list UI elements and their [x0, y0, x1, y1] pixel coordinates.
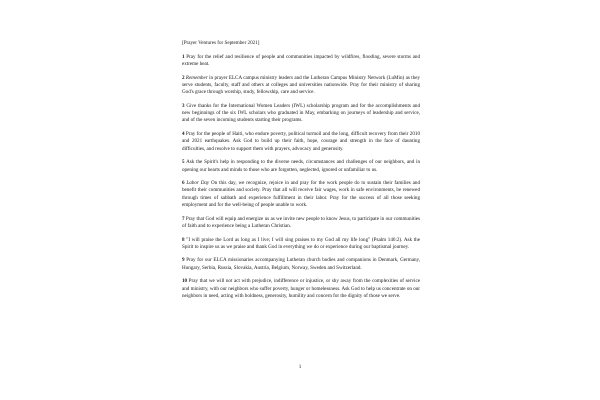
page-number: 1: [298, 364, 302, 370]
paragraph-text: Pray that we will not act with prejudice, indifference or injustice, or shy away from the complexities of service and ministry, with our neighbors who suffer poverty, hunger or homelessness. Ask God to help us concentrate on our neighbors in need, acting with boldness, generosity, humility and concern for the dignity of those we serve.: [182, 278, 420, 299]
paragraph-number: 9: [182, 257, 185, 264]
paragraph-text: Pray for the relief and resilience of people and communities impacted by wildfires, flooding, severe storms and extreme heat.: [182, 53, 420, 68]
prayer-paragraph: [182, 257, 420, 271]
paragraph-number: 1: [182, 53, 185, 60]
prayer-paragraph: [182, 159, 420, 173]
prayer-paragraph: [182, 237, 420, 251]
paragraph-number: 4: [182, 131, 185, 138]
paragraph-lead-in: Labor Day: [184, 180, 210, 187]
paragraph-text: in prayer ELCA campus ministry leaders and the Lutheran Campus Ministry Network (LuMin) as they serve students, faculty, staff and others at colleges and universities nationwide. Pray for their ministry of sharing God's grace through worship, study, fellowship, care and service.: [182, 74, 420, 96]
paragraph-number: 10: [182, 278, 188, 285]
paragraph-text: Pray that God will equip and energize us as we invite new people to know Jesus, to participate in our communities of faith and to experience being a Lutheran Christian.: [182, 215, 420, 229]
prayer-paragraph: [182, 216, 420, 230]
document-body: [182, 40, 420, 307]
paragraph-list: [182, 54, 420, 300]
paragraph-lead-in: Remember: [184, 74, 208, 81]
prayer-paragraph: [182, 75, 420, 97]
paragraph-number: 6: [182, 180, 185, 187]
prayer-paragraph: [182, 278, 420, 300]
paragraph-number: 5: [182, 159, 185, 166]
paragraph-number: 2: [182, 74, 185, 81]
paragraph-text: Give thanks for the International Women Leaders (IWL) scholarship program and for the accomplishments and new beginnings of the six IWL scholars who graduated in May, embarking on journeys of leadership and service, and of the seven incoming students starting their programs.: [182, 102, 420, 124]
prayer-paragraph: [182, 54, 420, 68]
prayer-paragraph: [182, 103, 420, 125]
paragraph-number: 8: [182, 236, 185, 243]
prayer-paragraph: [182, 131, 420, 153]
prayer-paragraph: [182, 180, 420, 209]
paragraph-text: Ask the Spirit's help in responding to the diverse needs, circumstances and challenges of our neighbors, and in opening our hearts and minds to those who are forgotten, neglected, ignored or unfamiliar to us.: [182, 159, 420, 173]
paragraph-number: 3: [182, 102, 185, 109]
paragraph-number: 7: [182, 215, 185, 222]
paragraph-text: On this day, we recognize, rejoice in and pray for the work people do to sustain their families and benefit their communities and society. Pray that all will receive fair wages, work in safe environments, be renewed through times of sabbath and experience fulfillment in their labor. Pray for the success of all those seeking employment and for the well-being of people unable to work.: [182, 180, 420, 208]
paragraph-text: "I will praise the Lord as long as I live; I will sing praises to my God all my life long" (Psalm 146:2). Ask the Spirit to inspire us as we praise and thank God in everything we do or experience during our baptismal journey.: [182, 236, 420, 250]
document-title: [Prayer Ventures for September 2021]: [182, 40, 260, 46]
paragraph-text: Pray for the people of Haiti, who endure poverty, political turmoil and the long, difficult recovery from their 2010 and 2021 earthquakes. Ask God to build up their faith, hope, courage and strength in the face of daunting difficulties, and resolve to support them with prayers, advocacy and generosity.: [182, 131, 420, 152]
paragraph-text: Pray for our ELCA missionaries accompanying Lutheran church bodies and companions in Denmark, Germany, Hungary, Serbia, Russia, Slovakia, Austria, Belgium, Norway, Sweden and Switzerland.: [182, 257, 420, 271]
